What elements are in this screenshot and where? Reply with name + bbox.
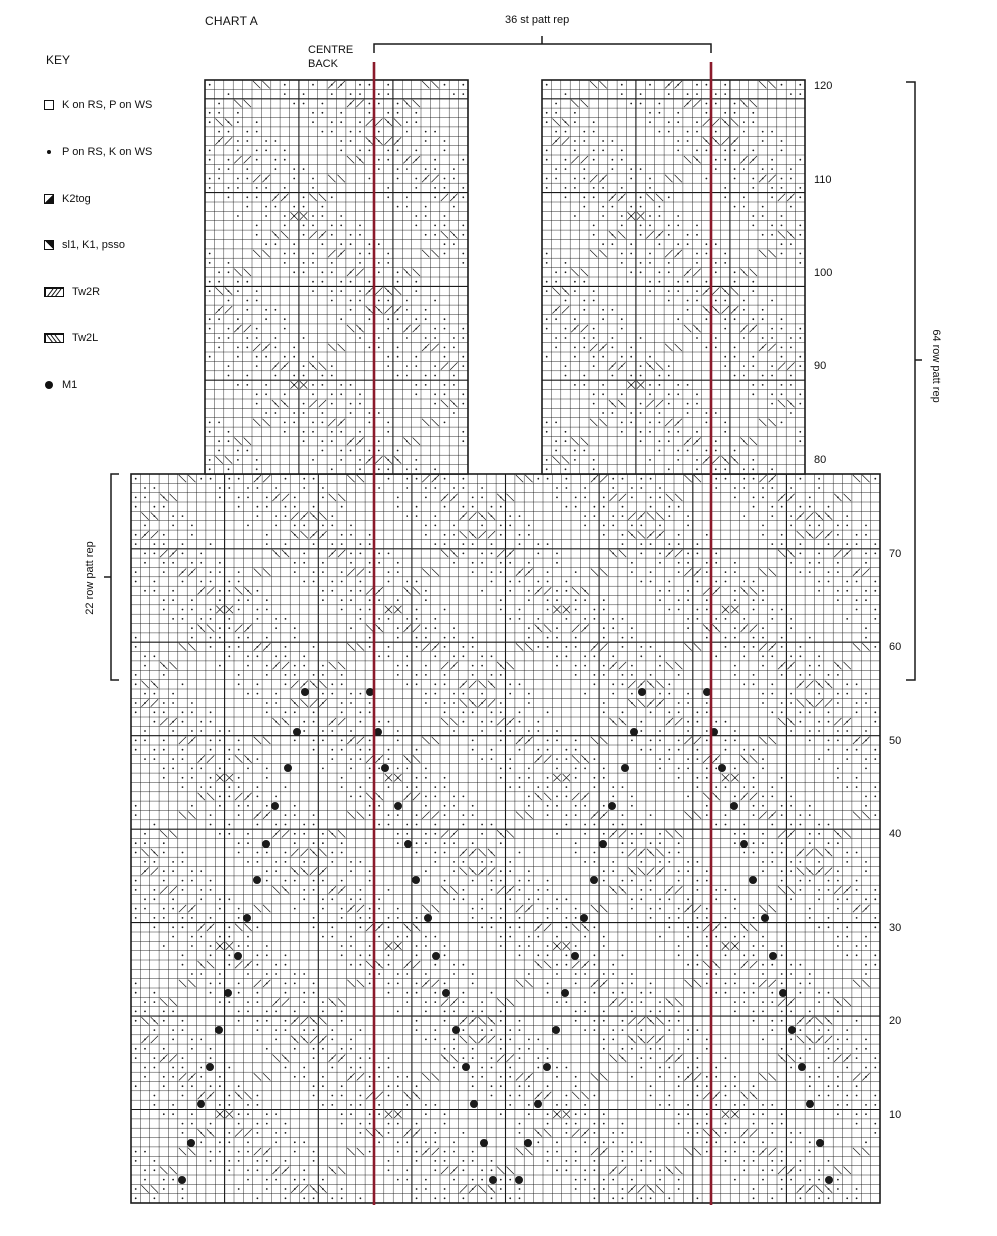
centre-back-label: CENTRE BACK <box>308 44 354 70</box>
key-title: KEY <box>46 53 71 67</box>
row-number: 40 <box>889 828 902 840</box>
row-number: 50 <box>889 735 902 747</box>
key-label: P on RS, K on WS <box>62 146 153 158</box>
key-label: sl1, K1, psso <box>62 239 125 251</box>
right-repeat-bracket <box>906 82 922 680</box>
row-number: 100 <box>814 267 833 279</box>
key-label: M1 <box>62 379 78 391</box>
left-repeat-bracket <box>104 474 119 680</box>
row-number: 70 <box>889 548 902 560</box>
left-repeat-label: 22 row patt rep <box>84 541 96 615</box>
row-number: 20 <box>889 1015 902 1027</box>
row-number: 110 <box>814 174 832 186</box>
key-label: K2tog <box>62 193 91 205</box>
row-number: 80 <box>814 454 827 466</box>
row-number: 10 <box>889 1109 902 1121</box>
key-label: Tw2L <box>72 332 99 344</box>
key-label: K on RS, P on WS <box>62 99 153 111</box>
top-repeat-label: 36 st patt rep <box>505 14 570 26</box>
chart-title: CHART A <box>205 14 258 28</box>
key-label: Tw2R <box>72 286 101 298</box>
row-number: 60 <box>889 641 902 653</box>
right-repeat-label: 64 row patt rep <box>930 329 942 403</box>
row-number: 120 <box>814 80 833 92</box>
row-number: 30 <box>889 922 902 934</box>
top-repeat-bracket <box>374 36 711 53</box>
row-number: 90 <box>814 360 827 372</box>
